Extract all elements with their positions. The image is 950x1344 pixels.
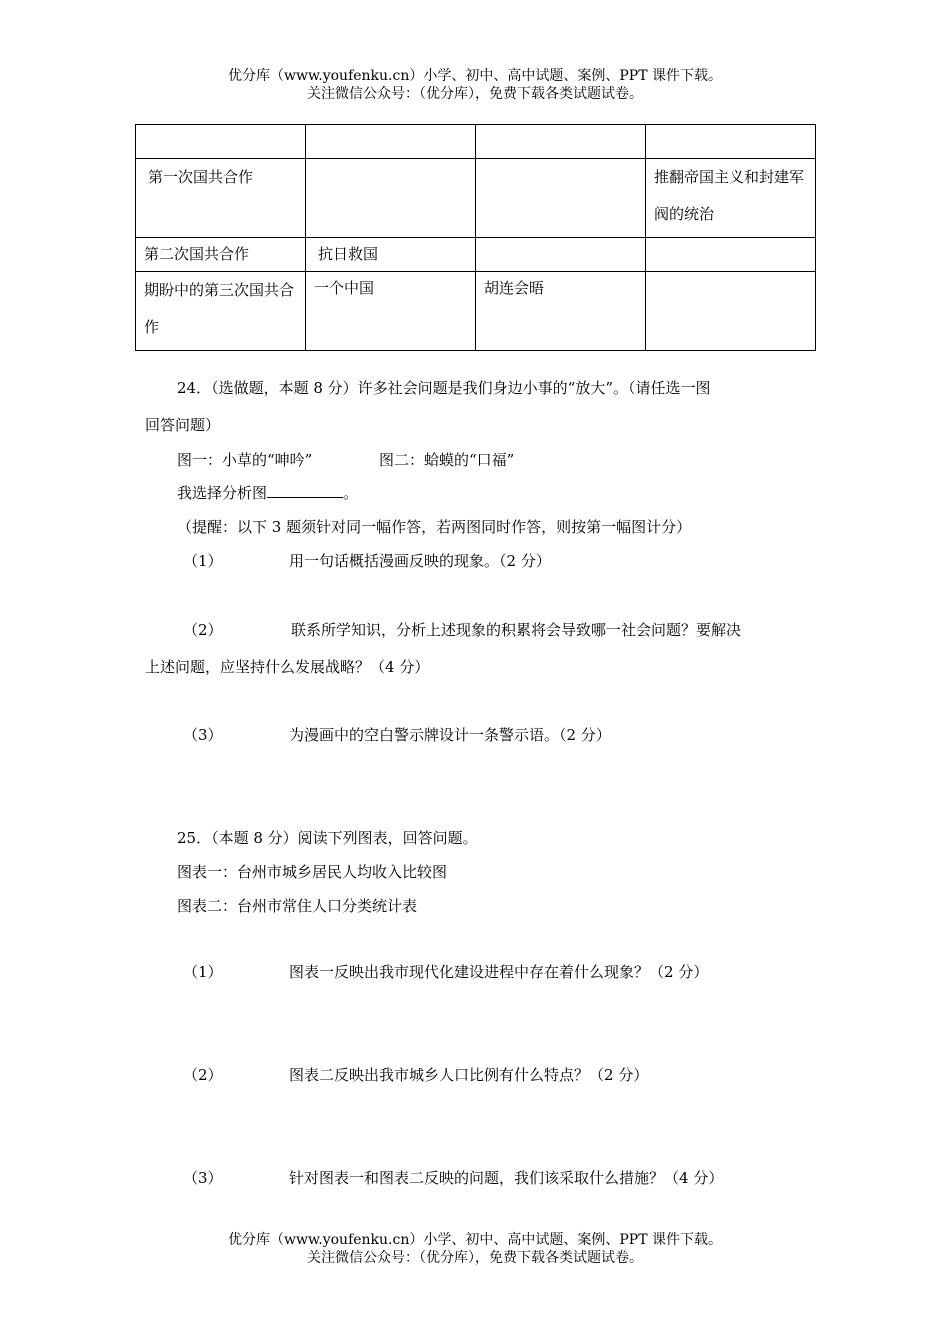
table-cell: 第一次国共合作 bbox=[136, 159, 306, 238]
table-row bbox=[136, 238, 816, 272]
header-line-2: 关注微信公众号：（优分库），免费下载各类试题试卷。 bbox=[307, 86, 643, 102]
footer-line-1: 优分库（www.youfenku.cn）小学、初中、高中试题、案例、PPT 课件下载。 bbox=[227, 1232, 722, 1248]
table-cell: 一个中国 bbox=[306, 272, 476, 351]
answer-blank[interactable] bbox=[267, 483, 343, 498]
q24-title: 24．（选做题，本题 8 分）许多社会问题是我们身边小事的“放大”。（请任选一图 bbox=[177, 379, 711, 397]
table-cell bbox=[646, 125, 816, 159]
q25-chart-1: 图表一：台州市城乡居民人均收入比较图 bbox=[177, 863, 448, 881]
table-cell bbox=[646, 238, 816, 272]
q25-sub1-number: （1） bbox=[183, 963, 223, 981]
q25-sub3-text: 针对图表一和图表二反映的问题，我们该采取什么措施？（4 分） bbox=[289, 1169, 724, 1187]
table-cell bbox=[476, 238, 646, 272]
table-cell bbox=[306, 125, 476, 159]
q24-choose bbox=[177, 483, 358, 503]
footer-line-2: 关注微信公众号：（优分库），免费下载各类试题试卷。 bbox=[307, 1250, 643, 1266]
q24-sub2-number: （2） bbox=[183, 621, 223, 639]
q24-figure-1: 图一：小草的“呻吟” bbox=[177, 451, 313, 469]
q25-sub1-text: 图表一反映出我市现代化建设进程中存在着什么现象？（2 分） bbox=[289, 963, 709, 981]
table-row bbox=[136, 272, 816, 351]
table-cell bbox=[306, 159, 476, 238]
table-cell bbox=[136, 125, 306, 159]
q24-reminder: （提醒：以下 3 题须针对同一幅作答，若两图同时作答，则按第一幅图计分） bbox=[177, 518, 692, 536]
q24-choose-label: 我选择分析图 bbox=[177, 484, 268, 502]
q25-sub2-text: 图表二反映出我市城乡人口比例有什么特点？（2 分） bbox=[289, 1066, 649, 1084]
q25-chart-2: 图表二：台州市常住人口分类统计表 bbox=[177, 897, 418, 915]
q24-figure-2: 图二：蛤蟆的“口福” bbox=[379, 451, 515, 469]
table-row bbox=[136, 125, 816, 159]
table-row bbox=[136, 159, 816, 238]
q24-title-cont: 回答问题） bbox=[145, 416, 221, 434]
table-cell: 第二次国共合作 bbox=[136, 238, 306, 272]
cooperation-table bbox=[135, 124, 816, 351]
q24-sub1-number: （1） bbox=[183, 552, 223, 570]
table-cell: 抗日救国 bbox=[306, 238, 476, 272]
table-cell bbox=[646, 272, 816, 351]
q24-sub3-text: 为漫画中的空白警示牌设计一条警示语。（2 分） bbox=[289, 726, 611, 744]
q24-sub1-text: 用一句话概括漫画反映的现象。（2 分） bbox=[289, 552, 551, 570]
q25-title: 25．（本题 8 分）阅读下列图表，回答问题。 bbox=[177, 829, 478, 847]
header-line-1: 优分库（www.youfenku.cn）小学、初中、高中试题、案例、PPT 课件下载。 bbox=[227, 68, 722, 84]
table-cell bbox=[476, 125, 646, 159]
q25-sub2-number: （2） bbox=[183, 1066, 223, 1084]
q24-choose-end: 。 bbox=[343, 484, 359, 502]
table-cell: 胡连会晤 bbox=[476, 272, 646, 351]
q24-sub2-text: 联系所学知识，分析上述现象的积累将会导致哪一社会问题？要解决 bbox=[291, 621, 742, 639]
table-cell: 期盼中的第三次国共合作 bbox=[136, 272, 306, 351]
q25-sub3-number: （3） bbox=[183, 1169, 223, 1187]
q24-sub2-text-cont: 上述问题，应坚持什么发展战略？（4 分） bbox=[145, 658, 430, 676]
table-cell: 推翻帝国主义和封建军阀的统治 bbox=[646, 159, 816, 238]
q24-sub3-number: （3） bbox=[183, 726, 223, 744]
table-cell bbox=[476, 159, 646, 238]
